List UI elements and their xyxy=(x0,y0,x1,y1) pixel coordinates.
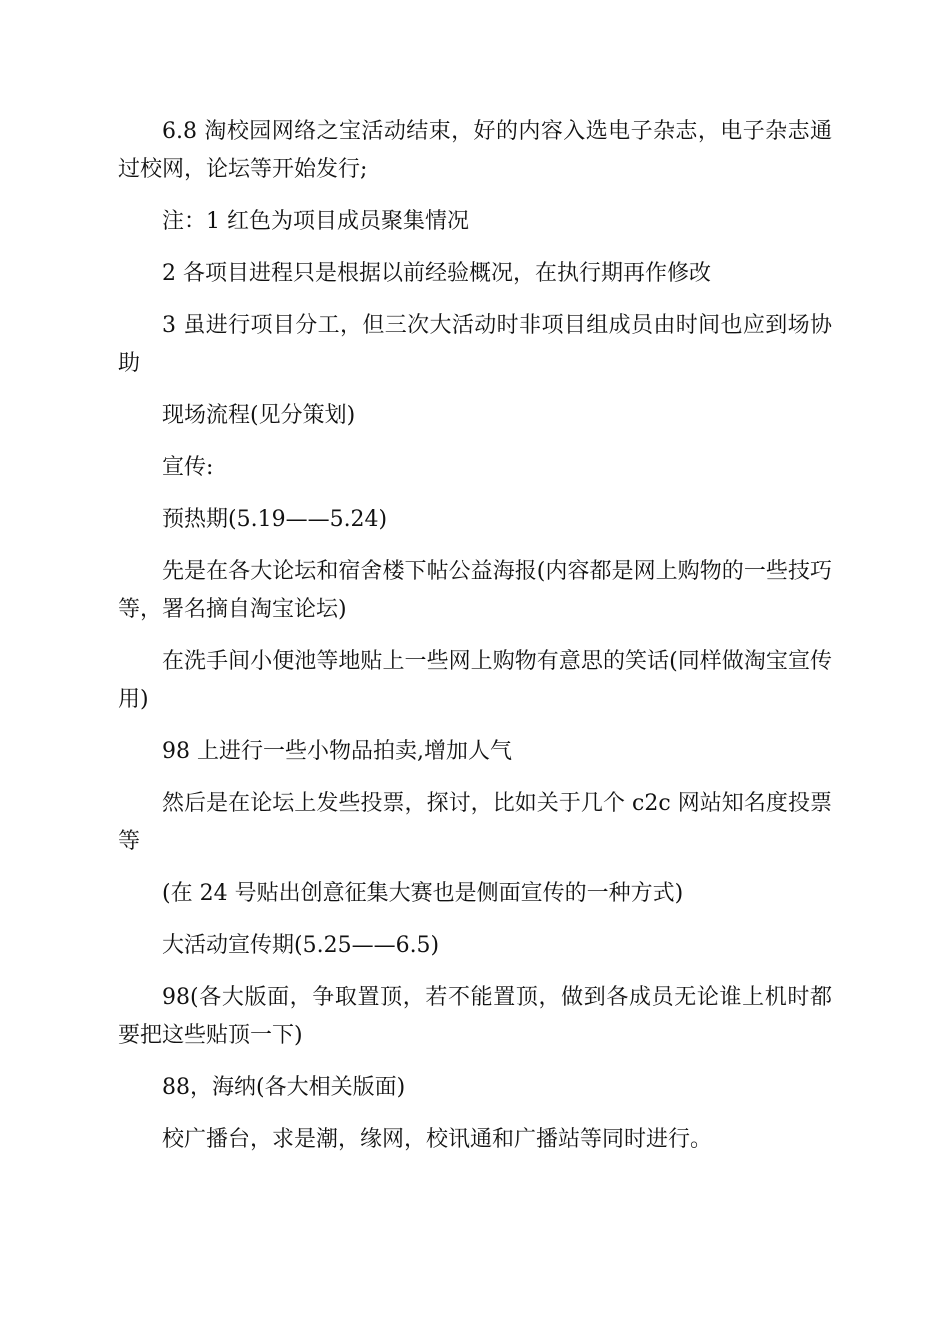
paragraph-3: 2 各项目进程只是根据以前经验概况，在执行期再作修改 xyxy=(162,261,711,286)
paragraph-15: 88，海纳(各大相关版面) xyxy=(162,1075,406,1100)
paragraph-6: 宣传: xyxy=(162,455,214,480)
paragraph-4: 3 虽进行项目分工，但三次大活动时非项目组成员由时间也应到场协助 xyxy=(118,313,832,376)
paragraph-12: (在 24 号贴出创意征集大赛也是侧面宣传的一种方式) xyxy=(162,881,684,906)
paragraph-7: 预热期(5.19——5.24) xyxy=(162,507,388,532)
paragraph-16: 校广播台，求是潮，缘网，校讯通和广播站等同时进行。 xyxy=(162,1127,713,1152)
paragraph-14: 98(各大版面，争取置顶，若不能置顶，做到各成员无论谁上机时都要把这些贴顶一下) xyxy=(118,985,832,1048)
paragraph-5: 现场流程(见分策划) xyxy=(162,403,356,428)
paragraph-2: 注：1 红色为项目成员聚集情况 xyxy=(162,209,469,234)
paragraph-11: 然后是在论坛上发些投票，探讨，比如关于几个 c2c 网站知名度投票等 xyxy=(118,791,832,854)
paragraph-13: 大活动宣传期(5.25——6.5) xyxy=(162,933,440,958)
paragraph-1: 6.8 淘校园网络之宝活动结束，好的内容入选电子杂志，电子杂志通过校网，论坛等开始发行; xyxy=(118,119,832,182)
paragraph-9: 在洗手间小便池等地贴上一些网上购物有意思的笑话(同样做淘宝宣传用) xyxy=(118,649,832,712)
paragraph-8: 先是在各大论坛和宿舍楼下帖公益海报(内容都是网上购物的一些技巧等，署名摘自淘宝论坛) xyxy=(118,559,832,622)
paragraph-10: 98 上进行一些小物品拍卖,增加人气 xyxy=(162,739,512,764)
